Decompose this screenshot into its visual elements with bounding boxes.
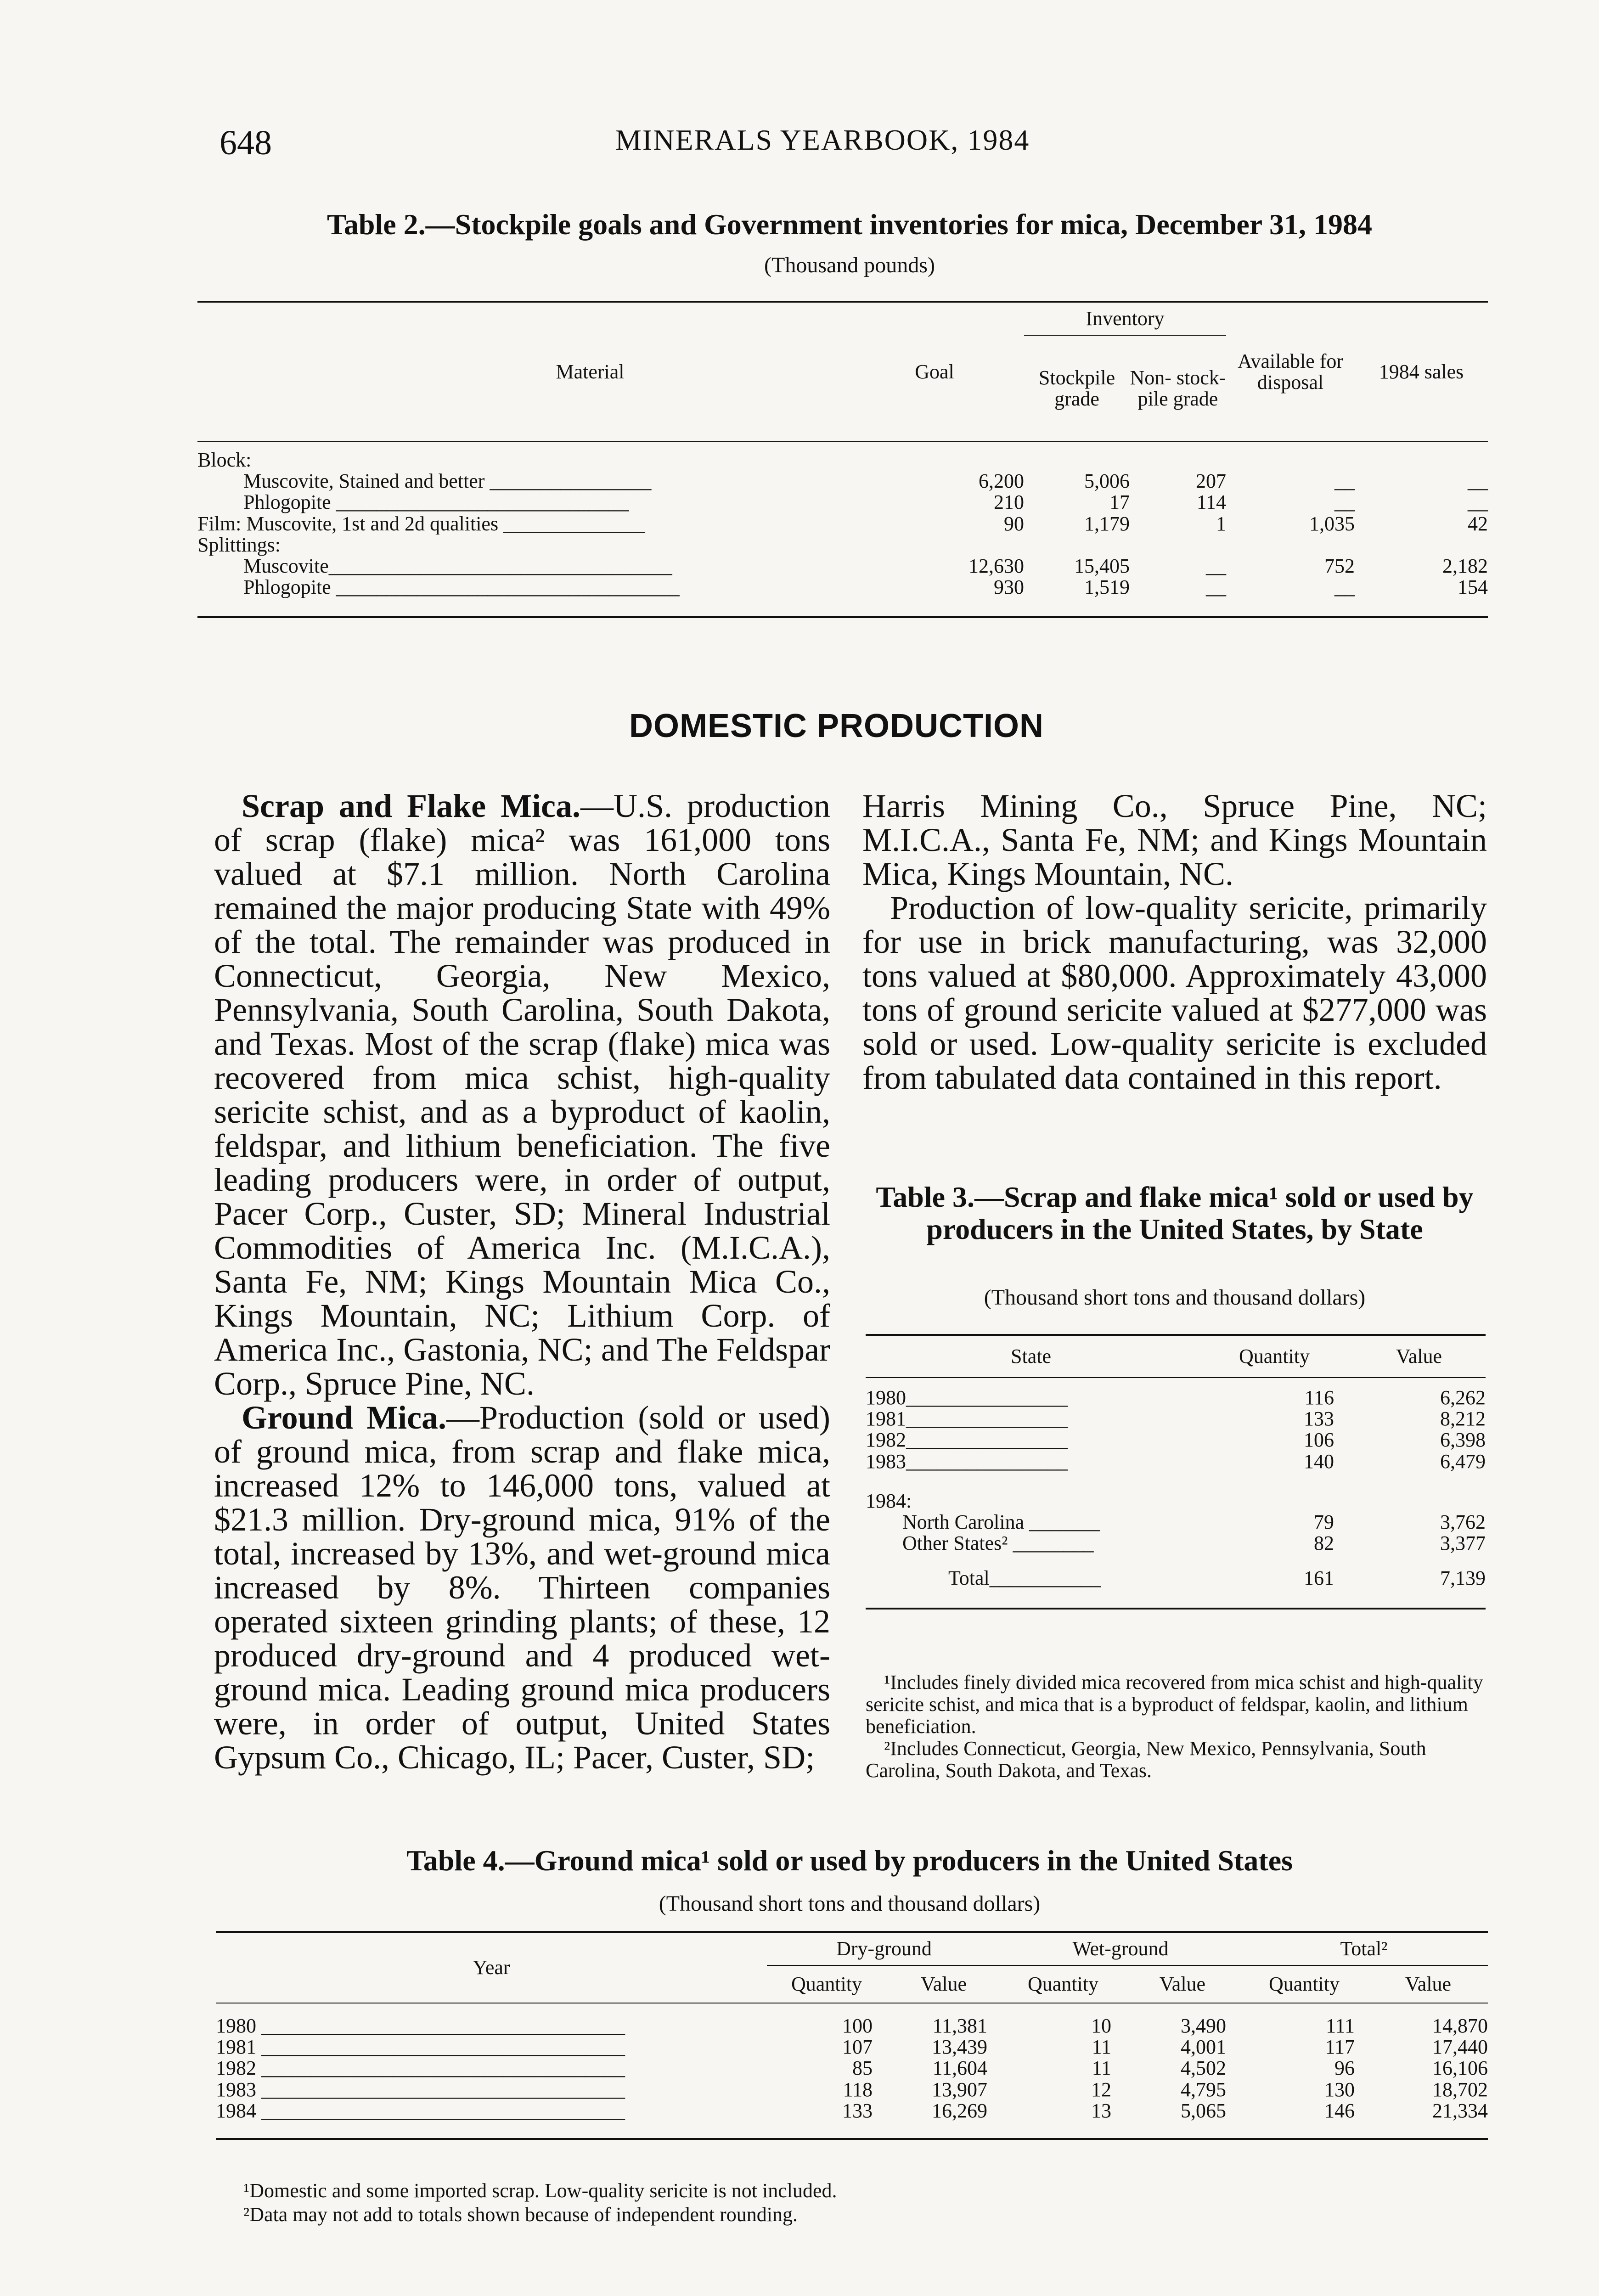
producers-continued: Harris Mining Co., Spruce Pine, NC; M.I.C.A., Santa Fe, NM; and Kings Mountain Mica, Kings Mountain, NC. [862,788,1487,892]
scrap-flake-title: Scrap and Flake Mica. [242,788,580,824]
sericite-paragraph: Production of low-quality sericite, primarily for use in brick manufacturing, was 32,000 tons valued at $80,000. Approximately 43,000 tons of ground sericite valued at $277,000 was sold or used. Low-quality sericite is excluded from tabulated data contained in this report. [862,889,1487,1096]
section-heading: DOMESTIC PRODUCTION [629,708,1044,744]
table-row: 1983 ____________________________________ 118 13,907 12 4,795 130 18,702 [216,2078,1488,2101]
col-quantity: Quantity [1239,1345,1310,1367]
col-stockpile-grade: Stockpile grade [1038,366,1115,410]
col-nonstockpile-grade: Non- stock- pile grade [1130,366,1226,410]
col-total-value: Value [1405,1972,1452,1995]
table3-footnote-1: ¹Includes finely divided mica recovered from mica schist and high-quality sericite schist, and mica that is a byproduct of feldspar, kaolin, and lithium beneficiation. [866,1671,1483,1738]
table3-footnote-2: ²Includes Connecticut, Georgia, New Mexico, Pennsylvania, South Carolina, South Dakota, and Texas. [866,1737,1426,1782]
table-row: 1981 ____________________________________ 107 13,439 11 4,001 117 17,440 [216,2036,1488,2059]
col-goal: Goal [915,360,954,383]
right-column [862,789,1487,1095]
table3 [866,1334,1486,1609]
group-block: Block: [197,449,252,471]
table-row: Muscovite, Stained and better ________________ 6,200 5,006 207 __ __ [243,470,1488,493]
group-splittings: Splittings: [197,534,281,556]
table3-unit: (Thousand short tons and thousand dollars) [984,1285,1366,1310]
year-1984-label: 1984: [866,1489,912,1512]
col-year: Year [473,1956,510,1979]
col-inventory: Inventory [1024,302,1226,335]
table3-notes [866,1671,1486,1782]
table-row: Other States² ________ 82 3,377 [902,1532,1486,1555]
table-row: 1982________________ 106 6,398 [866,1429,1486,1452]
col-dry-value: Value [920,1972,967,1995]
col-dry-ground: Dry-ground [767,1932,1001,1965]
col-available: Available for disposal [1237,349,1344,394]
col-total-quantity: Quantity [1269,1972,1340,1995]
table2-unit: (Thousand pounds) [764,253,935,277]
ground-mica-title: Ground Mica. [242,1399,447,1436]
col-sales: 1984 sales [1379,360,1464,383]
table4-caption: Table 4.—Ground mica¹ sold or used by producers in the United States [406,1844,1293,1877]
table-row: North Carolina _______ 79 3,762 [902,1510,1486,1533]
table4 [216,1931,1488,2140]
col-wet-quantity: Quantity [1028,1972,1098,1995]
table3-caption: Table 3.—Scrap and flake mica¹ sold or used by producers in the United States, by State [876,1181,1474,1245]
col-dry-quantity: Quantity [791,1972,862,1995]
table-row: 1983________________ 140 6,479 [866,1450,1486,1473]
table4-unit: (Thousand short tons and thousand dollars) [659,1891,1041,1916]
left-column [214,789,830,1774]
col-material: Material [556,360,625,383]
col-total: Total² [1240,1932,1488,1965]
col-state: State [1011,1345,1051,1367]
running-header: MINERALS YEARBOOK, 1984 [615,124,1030,156]
table-row: 1980 ____________________________________ 100 11,381 10 3,490 111 14,870 [216,2003,1488,2037]
table-row: 1982 ____________________________________ 85 11,604 11 4,502 96 16,106 [216,2057,1488,2080]
table-row: 1980________________ 116 6,262 [866,1378,1486,1408]
table-row: 1984 ____________________________________ 133 16,269 13 5,065 146 21,334 [216,2099,1488,2122]
scrap-flake-text: —U.S. production of scrap (flake) mica² was 161,000 tons valued at $7.1 million. North Carolina remained the major producing State with 49% of the total. The remainder was produced in Connecticut, Georgia, New Mexico, Pennsylvania, South Carolina, South Dakota, and Texas. Most of the scrap (flake) mica was recovered from mica schist, high-quality sericite schist, and as a byproduct of kaolin, feldspar, and lithium beneficiation. The five leading producers were, in order of output, Pacer Corp., Custer, SD; Mineral Industrial Commodities of America Inc. (M.I.C.A.), Santa Fe, NM; Kings Mountain Mica Co., Kings Mountain, NC; Lithium Corp. of America Inc., Gastonia, NC; and The Feldspar Corp., Spruce Pine, NC. [214,788,830,1402]
table4-footnote-2: ²Data may not add to totals shown because of independent rounding. [243,2203,798,2226]
col-wet-value: Value [1159,1972,1206,1995]
table-row: Phlogopite _____________________________ 210 17 114 __ __ [243,491,1488,514]
ground-mica-text: —Production (sold or used) of ground mica, from scrap and flake mica, increased 12% to 146,000 tons, valued at $21.3 million. Dry-ground mica, 91% of the total, increased by 13%, and wet-ground mica increased by 8%. Thirteen companies operated sixteen grinding plants; of these, 12 produced dry-ground and 4 produced wet-ground mica. Leading ground mica producers were, in order of output, United States Gypsum Co., Chicago, IL; Pacer, Custer, SD; [214,1399,830,1776]
col-value: Value [1396,1345,1442,1367]
table4-footnote-1: ¹Domestic and some imported scrap. Low-quality sericite is not included. [243,2179,837,2202]
table-row: Phlogopite __________________________________ 930 1,519 __ __ 154 [243,576,1488,599]
table4-notes [243,2179,1483,2227]
page-number: 648 [220,124,272,162]
table-row: 1981________________ 133 8,212 [866,1407,1486,1430]
table-row: Film: Muscovite, 1st and 2d qualities ______________ 90 1,179 1 1,035 42 [197,512,1488,535]
table2 [197,301,1488,618]
table2-caption: Table 2.—Stockpile goals and Government inventories for mica, December 31, 1984 [327,208,1372,241]
table-row: Muscovite__________________________________ 12,630 15,405 __ 752 2,182 [243,554,1488,577]
col-wet-ground: Wet-ground [1001,1932,1240,1965]
table-row-total: Total___________ 161 7,139 [948,1567,1486,1590]
